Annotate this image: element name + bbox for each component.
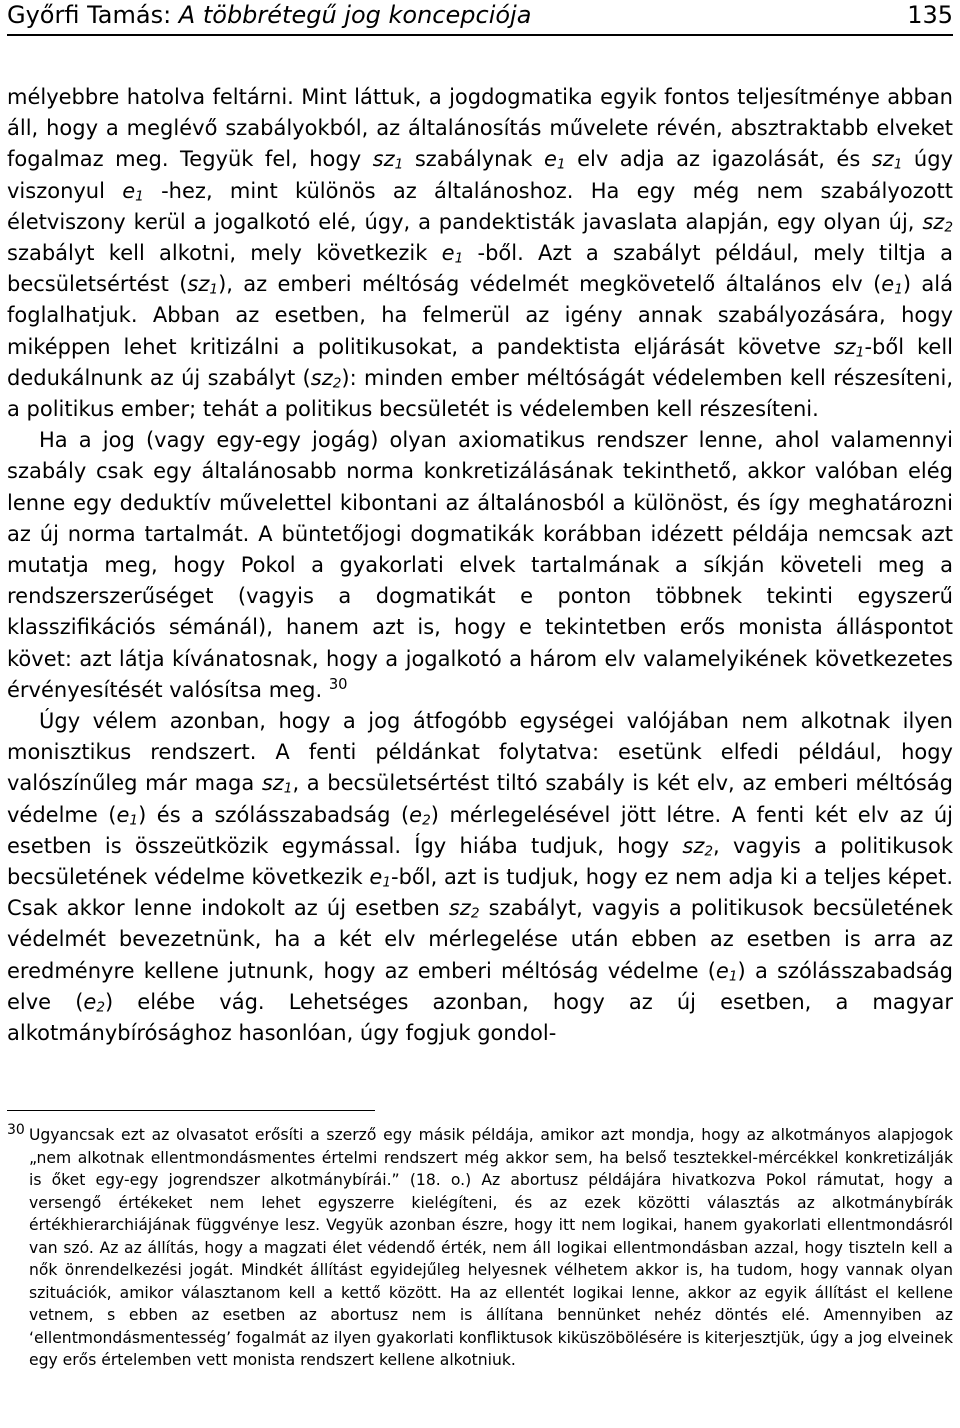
rule-symbol: $sz_1$ bbox=[261, 771, 293, 798]
principle-symbol: $e_1$ bbox=[441, 241, 464, 267]
rule-symbol: $sz_2$ bbox=[310, 365, 342, 392]
paragraph-3: Úgy vélem azonban, hogy a jog átfogóbb egységei valójában nem alkotnak ilyen monisztikus rendszert. A fenti példánkat folytatva: esetünk elfedi például, hogy valószínűleg már maga $sz_1$, a becsületsértést tiltó szabály is két elv, az emberi méltóság védelme $(e_1)$ és a szólásszabadság $(e_2)$ mérlegelésével jött létre. A fenti két elv az új esetben is összeütközik egymással. Így hiába tudjuk, hogy $sz_2$, vagyis a politikusok becsületének védelme következik $e_1$-ből, azt is tudjuk, hogy ez nem adja ki a teljes képet. Csak akkor lenne indokolt az új esetben $sz_2$ szabályt, vagyis a politikusok becsületének védelmét bevezetnünk, ha a két elv mérlegelése után ebben az esetben is arra az eredményre kellene jutnunk, hogy az emberi méltóság védelme $(e_1)$ a szólásszabadság elve $(e_2)$ elébe vág. Lehetséges azonban, hogy az új esetben, a magyar alkotmánybírósághoz hasonlóan, úgy fogjuk gondol- bbox=[7, 709, 953, 1046]
rule-symbol: $sz_1$ bbox=[187, 272, 219, 298]
principle-symbol: $e_1$ bbox=[715, 958, 738, 985]
footnote-text: Ugyancsak ezt az olvasatot erősíti a szerző egy másik példája, amikor azt mondja, hogy az alkotmányos alapjogok „nem alkotnak ellentmondásmentes értelmi rendszert még akkor sem, ha belső tesztekkel-mércékkel konkretizálják is őket egy-egy jogrendszer alkotmánybírái.” (18. o.) Az abortusz példájára hivatkozva Pokol rámutat, hogy a versengő értékeket nem lehet egyszerre kielégíteni, és az ezek közötti választás az alkotmánybírák értékhierarchiájának függvénye lesz. Vegyük azonban észre, hogy itt nem logikai, hanem gyakorlati ellentmondásról van szó. Az az állítás, hogy a magzati élet védendő érték, nem áll logikai ellentmondásban azzal, hogy tiszteln kell a nők önrendelkezési jogát. Mindkét állítást egyidejűleg helyesnek vélhetem akkor is, ha tudom, hogy vannak olyan szituációk, amikor választanom kell a kettő között. Ha az ellentét logikai lenne, akkor az egyik állítást el kellene vetnem, s ebben az esetben az abortusz nem is állítana bennünket nehéz döntés elé. Amennyiben az ‘ellentmondásmentesség’ fogalmát az ilyen gyakorlati konfliktusok kiküszöbölésére is kiterjesztjük, úgy a jog elveinek egy erős értelemben vett monista rendszert kellene alkotniuk. bbox=[29, 1126, 953, 1369]
principle-symbol: $e_1$ bbox=[369, 865, 391, 891]
rule-symbol: $sz_2$ bbox=[448, 896, 480, 922]
paragraph-1: mélyebbre hatolva feltárni. Mint láttuk, a jogdogmatika egyik fontos teljesítménye abban áll, hogy a meglévő szabályokból, az általánosítás művelete révén, absztraktabb elveket fogalmaz meg. Tegyük fel, hogy $sz_1$ szabálynak $e_1$ elv adja az igazolását, és $sz_1$ úgy viszonyul $e_1$ -hez, mint különös az általánoshoz. Ha egy még nem szabályozott életviszony kerül a jogalkotó elé, úgy, a pandektisták javaslata alapján, egy olyan új, $sz_2$ szabályt kell alkotni, mely következik $e_1$ -ből. Azt a szabályt például, mely tiltja a becsületsértést $(sz_1)$, az emberi méltóság védelmét megkövetelő általános elv $(e_1)$ alá foglalhatjuk. Abban az esetben, ha felmerül az igény annak szabályozására, hogy miképpen lehet kritizálni a politikusokat, a pandektista eljárását követve $sz_1$-ből kell dedukálnunk az új szabályt $(sz_2)$: minden ember méltóságát védelemben kell részesíteni, a politikus ember; tehát a politikus becsületét is védelemben kell részesíteni. bbox=[7, 85, 954, 422]
paragraph-2: Ha a jog (vagy egy-egy jogág) olyan axiomatikus rendszer lenne, ahol valamennyi szabály csak egy általánosabb norma konkretizálásának tekinthető, akkor valóban elég lenne egy deduktív művelettel kibontani az általánosból a különöst, és így meghatározni az új norma tartalmát. A büntetőjogi dogmatikák korábban idézett példája nemcsak azt mutatja meg, hogy Pokol a gyakorlati elvek tartalmának a síkján követeli meg a rendszerszerűséget (vagyis a dogmatikát e ponton többnek tekinti egyszerű klasszifikációs sémánál), hanem azt is, hogy e tekintetben erős monista álláspontot követ: azt látja kívánatosnak, hogy a jogalkotó a három elv valamelyikének következetes érvényesítését valósítsa meg. $^{30}$ bbox=[7, 428, 953, 702]
principle-symbol: $e_2$ bbox=[83, 989, 105, 1016]
footnote-reference[interactable]: 30 bbox=[328, 675, 348, 693]
principle-symbol: $e_1$ bbox=[116, 802, 139, 829]
footnote-number: 30 bbox=[7, 1122, 25, 1138]
rule-symbol: $sz_1$ bbox=[871, 147, 903, 174]
rule-symbol: $sz_2$ bbox=[682, 833, 714, 860]
main-text bbox=[7, 82, 953, 1049]
running-header-author: Győrfi Tamás: A többrétegű jog koncepciója bbox=[7, 1, 532, 29]
rule-symbol: $sz_1$ bbox=[833, 334, 865, 361]
page-number: 135 bbox=[907, 1, 953, 29]
rule-symbol: $sz_1$ bbox=[372, 147, 404, 174]
principle-symbol: $e_1$ bbox=[122, 178, 144, 205]
footnote bbox=[7, 1124, 953, 1372]
principle-symbol: $e_2$ bbox=[409, 802, 431, 829]
rule-symbol: $sz_2$ bbox=[922, 209, 953, 236]
running-header bbox=[7, 0, 953, 36]
principle-symbol: $e_1$ bbox=[543, 147, 566, 174]
principle-symbol: $e_1$ bbox=[881, 272, 903, 298]
footnote-separator bbox=[7, 1110, 375, 1111]
running-header-title: A többrétegű jog koncepciója bbox=[178, 1, 532, 29]
